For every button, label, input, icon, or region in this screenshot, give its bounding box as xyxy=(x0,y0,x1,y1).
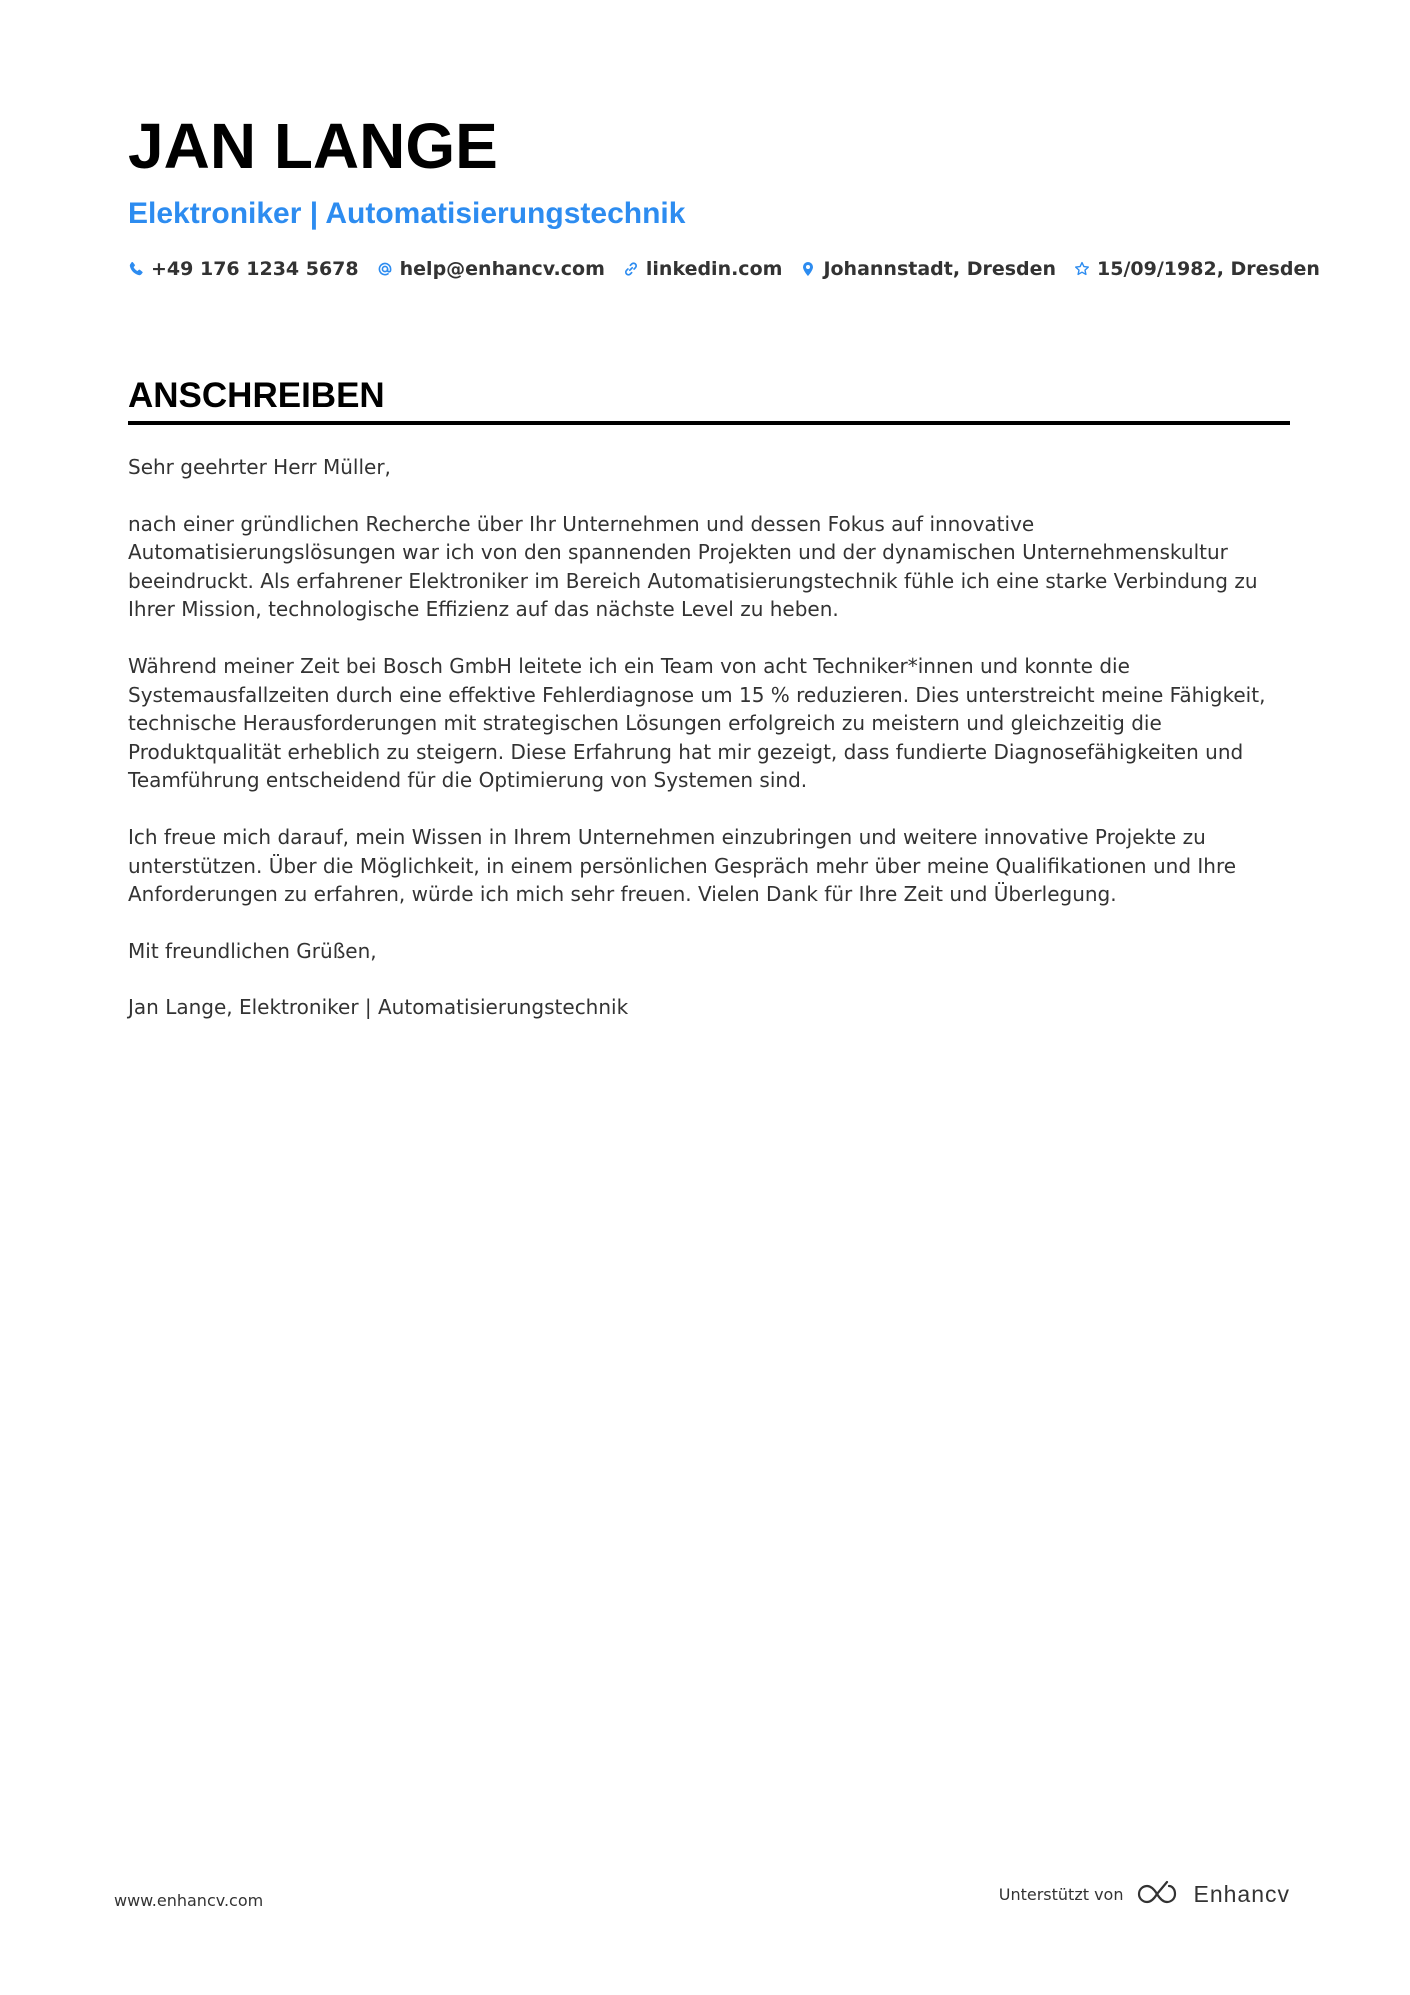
contact-location xyxy=(800,258,1056,280)
letter-paragraph: Ich freue mich darauf, mein Wissen in Ihrem Unternehmen einzubringen und weitere innovative Projekte zu unterstützen. Über die Möglichkeit, in einem persönlichen Gespräch mehr über meine Qualifikationen und Ihre Anforderungen zu erfahren, würde ich mich sehr freuen. Vielen Dank für Ihre Zeit und Überlegung. xyxy=(128,824,1237,907)
contact-birth xyxy=(1074,258,1320,280)
contact-phone-text: +49 176 1234 5678 xyxy=(151,258,359,280)
section-heading-cover-letter: ANSCHREIBEN xyxy=(128,375,1290,425)
contact-linkedin[interactable] xyxy=(623,258,783,280)
cover-letter-page xyxy=(128,108,1320,1050)
contact-email-text: help@enhancv.com xyxy=(399,258,605,280)
contact-email[interactable] xyxy=(377,258,605,280)
letter-paragraph: nach einer gründlichen Recherche über Ihr Unternehmen und dessen Fokus auf innovative Automatisierungslösungen war ich von den spannenden Projekten und der dynamischen Unternehmenskultur beeindruckt. Als erfahrener Elektroniker im Bereich Automatisierungstechnik fühle ich eine starke Verbindung zu Ihrer Mission, technologische Effizienz auf das nächste Level zu heben. xyxy=(128,511,1258,622)
at-icon xyxy=(377,261,393,277)
contact-linkedin-text: linkedin.com xyxy=(645,258,783,280)
applicant-name: JAN LANGE xyxy=(128,110,498,182)
letter-signature: Jan Lange, Elektroniker | Automatisierungstechnik xyxy=(128,995,629,1020)
footer-branding xyxy=(999,1880,1290,1908)
star-icon xyxy=(1074,261,1090,277)
contact-bar xyxy=(128,258,1320,280)
letter-closing: Mit freundlichen Grüßen, xyxy=(128,938,377,963)
letter-paragraph: Während meiner Zeit bei Bosch GmbH leitete ich ein Team von acht Techniker*innen und konnte die Systemausfallzeiten durch eine effektive Fehlerdiagnose um 15 % reduzieren. Dies unterstreicht meine Fähigkeit, technische Herausforderungen mit strategischen Lösungen erfolgreich zu meistern und gleichzeitig die Produktqualität erheblich zu steigern. Diese Erfahrung hat mir gezeigt, dass fundierte Diagnosefähigkeiten und Teamführung entscheidend für die Optimierung von Systemen sind. xyxy=(128,653,1266,793)
letter-body xyxy=(128,453,1290,1022)
brand-name: Enhancv xyxy=(1193,1880,1290,1907)
powered-by-label: Unterstützt von xyxy=(998,1884,1124,1904)
contact-location-text: Johannstadt, Dresden xyxy=(823,258,1057,280)
contact-phone xyxy=(128,258,359,280)
enhancv-logo-icon xyxy=(1135,1880,1181,1908)
link-icon xyxy=(623,261,639,277)
footer-website[interactable]: www.enhancv.com xyxy=(114,1891,264,1910)
job-title: Elektroniker | Automatisierungstechnik xyxy=(128,197,686,230)
letter-salutation: Sehr geehrter Herr Müller, xyxy=(128,455,391,479)
phone-icon xyxy=(128,261,144,277)
location-icon xyxy=(800,261,816,277)
contact-birth-text: 15/09/1982, Dresden xyxy=(1097,258,1320,280)
